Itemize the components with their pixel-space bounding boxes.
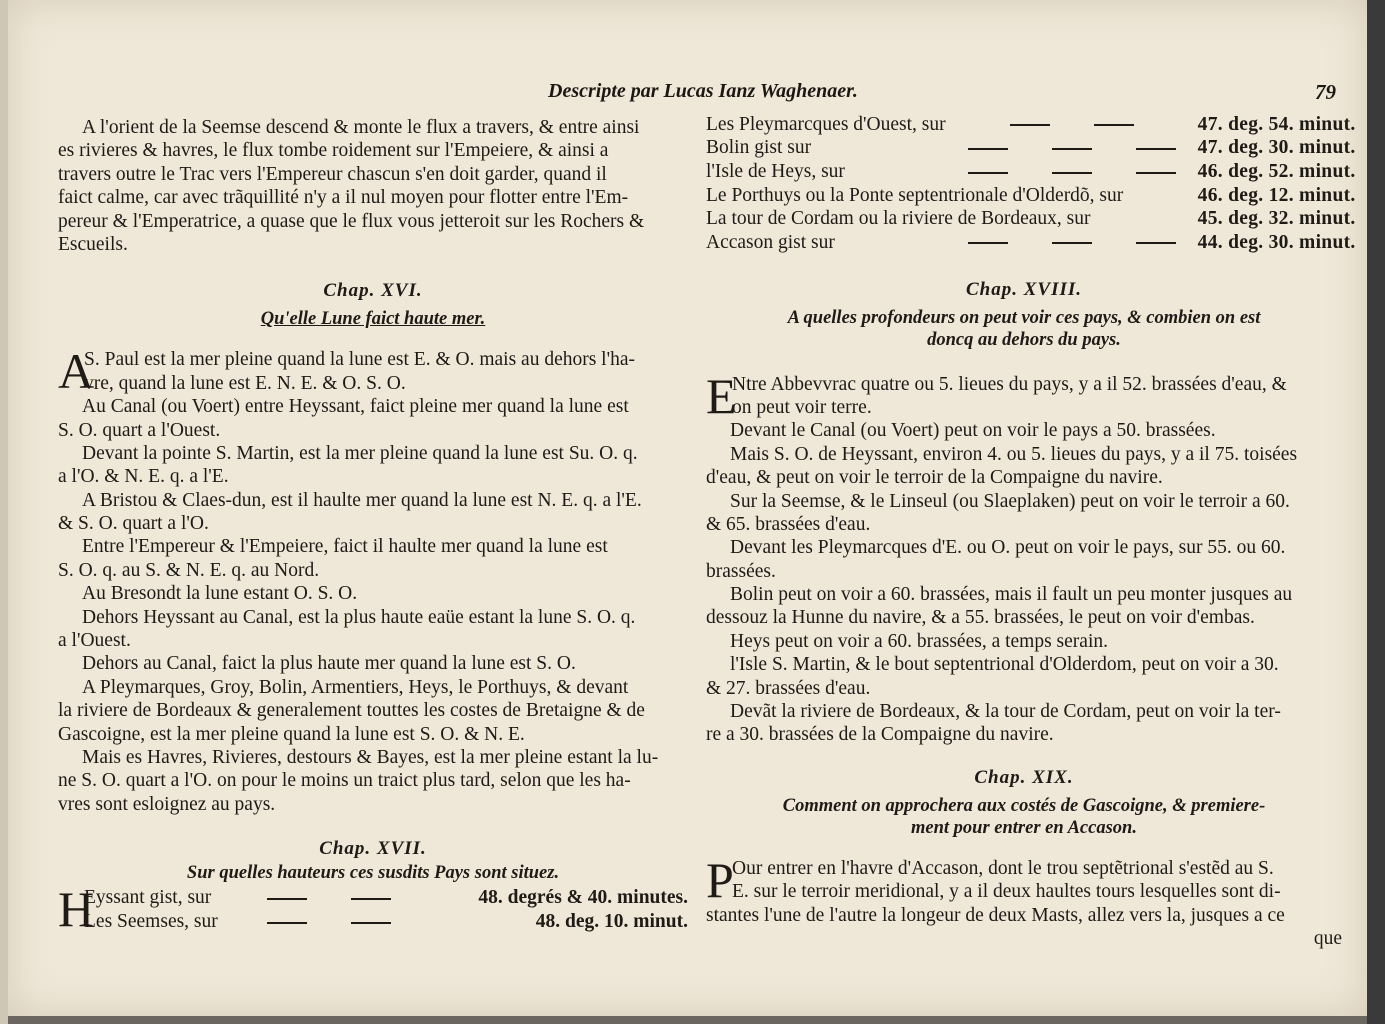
page-gutter [0, 0, 8, 1024]
leader-dash [968, 148, 1008, 150]
table-row [706, 184, 1356, 208]
table-row [706, 113, 1356, 137]
text-line: Devant les Pleymarcques d'E. ou O. peut on voir le pays, sur 55. ou 60. [730, 537, 1286, 559]
leader-dash [1136, 148, 1176, 150]
text-line: S. O. quart a l'Ouest. [58, 419, 221, 441]
table-row [58, 886, 688, 910]
text-line: S. O. q. au S. & N. E. q. au Nord. [58, 559, 320, 581]
text-line: Escueils. [58, 233, 128, 255]
text-line: Devant le Canal (ou Voert) peut on voir le pays a 50. brassées. [730, 420, 1216, 442]
chapter-subtitle: Qu'elle Lune faict haute mer. [260, 309, 486, 330]
left-column [58, 116, 688, 938]
place-cell: Bolin gist sur [706, 137, 812, 159]
text-line: Mais es Havres, Rivieres, destours & Bayes, est la mer pleine estant la lu- [82, 746, 659, 768]
text-line: A Pleymarques, Groy, Bolin, Armentiers, Heys, le Porthuys, & devant [82, 676, 629, 698]
place-cell: Les Pleymarcques d'Ouest, sur [706, 113, 946, 135]
text-line: a l'O. & N. E. q. a l'E. [58, 466, 229, 488]
latitude-list [58, 881, 688, 938]
value-cell: 48. degrés & 40. minutes. [478, 887, 688, 909]
chapter-subtitle: ment pour entrer en Accason. [911, 817, 1137, 838]
text-line: A l'orient de la Seemse descend & monte le flux a travers, & entre ainsi [82, 117, 640, 138]
text-line: Dehors Heyssant au Canal, est la plus haute eaüe estant la lune S. O. q. [82, 606, 636, 628]
text-line: Devãt la riviere de Bordeaux, & la tour de Cordam, peut on voir la ter- [730, 701, 1281, 723]
value-cell: 47. deg. 30. minut. [1197, 137, 1356, 159]
table-row [706, 207, 1356, 231]
text-line: Bolin peut on voir a 60. brassées, mais il fault un peu monter jusques au [730, 584, 1293, 606]
leader-dash [1136, 172, 1176, 174]
table-row [706, 160, 1356, 184]
leader-dash [267, 898, 307, 900]
value-cell: 47. deg. 54. minut. [1197, 113, 1356, 135]
text-line: Au Canal (ou Voert) entre Heyssant, faict pleine mer quand la lune est [82, 396, 629, 418]
place-cell: l'Isle de Heys, sur [706, 160, 845, 182]
text-line: S. Paul est la mer pleine quand la lune est E. & O. mais au dehors l'ha- [84, 349, 636, 371]
leader-dash [351, 898, 391, 900]
leader-dash [1052, 242, 1092, 244]
text-line: & S. O. quart a l'O. [58, 513, 209, 535]
text-line: Mais S. O. de Heyssant, environ 4. ou 5. lieues du pays, y a il 75. toisées [730, 443, 1298, 465]
text-line: dessouz la Hunne du navire, & a 55. brassées, le peut on voir d'embas. [706, 607, 1255, 629]
leader-dash [351, 922, 391, 924]
leader-dash [1094, 124, 1134, 126]
text-line: re a 30. brassées de la Compaigne du navire. [706, 724, 1054, 746]
right-column [706, 113, 1356, 950]
drop-capital: P [706, 851, 734, 908]
text-line: vres sont esloignez au pays. [58, 793, 276, 815]
place-cell: Le Porthuys ou la Ponte septentrionale d'Olderdõ, sur [706, 184, 1124, 206]
drop-capital: H [58, 881, 95, 938]
place-cell: La tour de Cordam ou la riviere de Bordeaux, sur [706, 208, 1091, 230]
chapter-title: Chap. XVIII. [965, 278, 1083, 300]
dash-cell [946, 137, 1198, 161]
place-cell: Accason gist sur [706, 231, 835, 253]
dash-cell [245, 886, 442, 910]
dash-cell [245, 910, 442, 934]
chapter-subtitle: doncq au dehors du pays. [927, 329, 1121, 350]
text-line: & 27. brassées d'eau. [706, 677, 871, 699]
text-line: Our entrer en l'havre d'Accason, dont le trou septẽtrional s'estẽd au S. [732, 857, 1274, 879]
leader-dash [968, 172, 1008, 174]
text-line: Sur la Seemse, & le Linseul (ou Slaeplaken) peut on voir le terroir a 60. [730, 490, 1290, 512]
text-line: es rivieres & havres, le flux tombe roidement sur l'Empeiere, & ainsi a [58, 140, 609, 162]
text-line: d'eau, & peut on voir le terroir de la Compaigne du navire. [706, 467, 1163, 489]
text-line: & 65. brassées d'eau. [706, 513, 871, 535]
intro-paragraph [58, 116, 688, 256]
value-cell: 48. deg. 10. minut. [535, 911, 688, 933]
value-cell: 44. deg. 30. minut. [1197, 231, 1356, 253]
text-line: A Bristou & Claes-dun, est il haulte mer quand la lune est N. E. q. a l'E. [82, 489, 642, 511]
text-line: Gascoigne, est la mer pleine quand la lune est S. O. & N. E. [58, 723, 525, 745]
chapter-title: Chap. XVI. [323, 280, 423, 302]
place-cell: Les Seemses, sur [84, 911, 218, 933]
value-cell: 46. deg. 52. minut. [1197, 160, 1356, 182]
latitude-table [706, 113, 1356, 255]
text-line: brassées. [706, 560, 776, 582]
page-edge-right [1367, 0, 1385, 1024]
drop-capital: E [706, 367, 737, 424]
dash-cell [946, 231, 1198, 255]
text-line: Heys peut on voir a 60. brassées, a temps serain. [730, 630, 1108, 652]
text-line: pereur & l'Emperatrice, a quase que le flux vous jetteroit sur les Rochers & [58, 210, 645, 232]
leader-dash [1052, 172, 1092, 174]
value-cell: 45. deg. 32. minut. [1197, 208, 1356, 230]
leader-dash [1136, 242, 1176, 244]
chapter-subtitle: Comment on approchera aux costés de Gascoigne, & premiere- [782, 795, 1266, 816]
text-line: on peut voir terre. [732, 396, 872, 418]
text-line: stantes l'une de l'autre la longeur de deux Masts, allez vers la, jusques a ce [706, 904, 1285, 926]
drop-capital: A [58, 343, 95, 400]
text-line: Ntre Abbevvrac quatre ou 5. lieues du pays, y a il 52. brassées d'eau, & [732, 373, 1287, 395]
text-line: travers outre le Trac vers l'Empereur chascun s'en doit garder, quand il [58, 163, 607, 185]
text-line: Dehors au Canal, faict la plus haute mer quand la lune est S. O. [82, 653, 576, 675]
place-cell: Eyssant gist, sur [84, 887, 212, 909]
text-line: l'Isle S. Martin, & le bout septentrional d'Olderdom, peut on voir a 30. [730, 654, 1279, 676]
chapter-subtitle: A quelles profondeurs on peut voir ces pays, & combien on est [787, 307, 1261, 328]
page-edge-bottom [8, 1016, 1367, 1024]
text-line: Au Bresondt la lune estant O. S. O. [82, 583, 358, 605]
text-line: E. sur le terroir meridional, y a il deux haultes tours lesquelles sont di- [732, 881, 1281, 903]
running-head: Descripte par Lucas Ianz Waghenaer. [548, 80, 858, 102]
leader-dash [1052, 148, 1092, 150]
leader-dash [267, 922, 307, 924]
dash-cell [946, 160, 1198, 184]
catchword: que [1313, 927, 1342, 949]
page-number: 79 [1315, 80, 1336, 104]
table-row [706, 137, 1356, 161]
leader-dash [968, 242, 1008, 244]
text-line: Entre l'Empereur & l'Empeiere, faict il haulte mer quand la lune est [82, 536, 608, 558]
value-cell: 46. deg. 12. minut. [1197, 184, 1356, 206]
table-row [58, 910, 688, 934]
chapter-body [706, 367, 1342, 747]
text-line: ne S. O. quart a l'O. on pour le moins un traict plus tard, selon que les ha- [58, 770, 631, 792]
chapter-body [706, 851, 1342, 951]
leader-dash [1010, 124, 1050, 126]
dash-cell [946, 113, 1198, 137]
chapter-title: Chap. XVII. [319, 838, 427, 860]
chapter-body [58, 343, 688, 816]
chapter-title: Chap. XIX. [974, 766, 1074, 788]
chapter-subtitle: Sur quelles hauteurs ces susdits Pays sont situez. [186, 863, 560, 884]
latitude-table [58, 881, 688, 938]
text-line: a l'Ouest. [58, 630, 131, 652]
table-row [706, 231, 1356, 255]
text-line: vre, quand la lune est E. N. E. & O. S. O. [84, 372, 406, 394]
text-line: Devant la pointe S. Martin, est la mer pleine quand la lune est Su. O. q. [82, 442, 638, 464]
text-line: faict calme, car avec trãquillité n'y a il nul moyen pour flotter entre l'Em- [58, 187, 629, 209]
text-line: la riviere de Bordeaux & generalement touttes les costes de Bretaigne & de [58, 700, 645, 722]
